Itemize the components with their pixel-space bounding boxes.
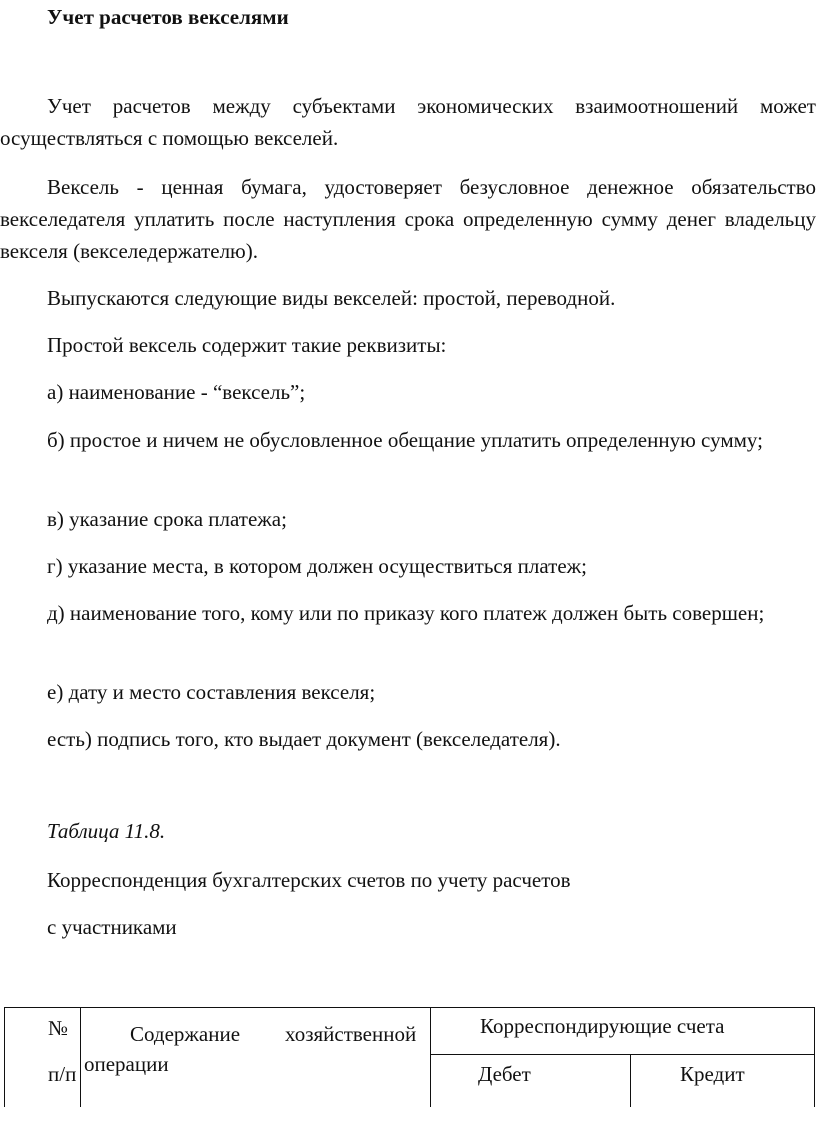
paragraph-intro: Учет расчетов между субъектами экономических взаимоотношений может осуществляться с помощью векселей.: [0, 94, 816, 150]
table-caption-line1: Корреспонденция бухгалтерских счетов по учету расчетов: [47, 868, 571, 892]
table-subheader-border: [430, 1054, 815, 1055]
list-item-signature: есть) подпись того, кто выдает документ (векселедателя).: [47, 727, 561, 751]
header-content-word2: хозяйственной: [285, 1022, 417, 1046]
paragraph-types: Выпускаются следующие виды векселей: простой, переводной.: [47, 286, 616, 310]
paragraph-requisites-intro: Простой вексель содержит такие реквизиты:: [47, 333, 447, 357]
header-accounts: Корреспондирующие счета: [480, 1014, 725, 1038]
table-label: Таблица 11.8.: [47, 819, 166, 843]
table-divider-number: [80, 1007, 81, 1107]
header-number-pp: п/п: [48, 1062, 77, 1086]
list-item-e: е) дату и место составления векселя;: [47, 680, 376, 704]
paragraph-definition: Вексель - ценная бумага, удостоверяет безусловное денежное обязательство векселедателя уплатить после наступления срока определенную сумму денег владельцу векселя (векселедержателю).: [0, 175, 816, 263]
table-left-border: [4, 1007, 5, 1107]
header-debit: Дебет: [478, 1062, 531, 1086]
list-item-v: в) указание срока платежа;: [47, 507, 287, 531]
table-divider-content: [430, 1007, 431, 1107]
table-caption-line2: с участниками: [47, 915, 177, 939]
list-item-d: д) наименование того, кому или по приказу кого платеж должен быть совершен;: [47, 601, 765, 625]
header-number-symbol: №: [48, 1016, 69, 1040]
list-item-a: а) наименование - “вексель”;: [47, 380, 306, 404]
list-item-g: г) указание места, в котором должен осуществиться платеж;: [47, 554, 587, 578]
header-content-line2: операции: [84, 1052, 169, 1076]
header-credit: Кредит: [680, 1062, 745, 1086]
header-content-word1: Содержание: [130, 1022, 241, 1046]
document-title: Учет расчетов векселями: [47, 5, 289, 29]
table-divider-debit-credit: [630, 1054, 631, 1107]
table-top-border: [4, 1007, 815, 1008]
table-right-border: [814, 1007, 815, 1107]
list-item-b: б) простое и ничем не обусловленное обещание уплатить определенную сумму;: [47, 428, 763, 452]
